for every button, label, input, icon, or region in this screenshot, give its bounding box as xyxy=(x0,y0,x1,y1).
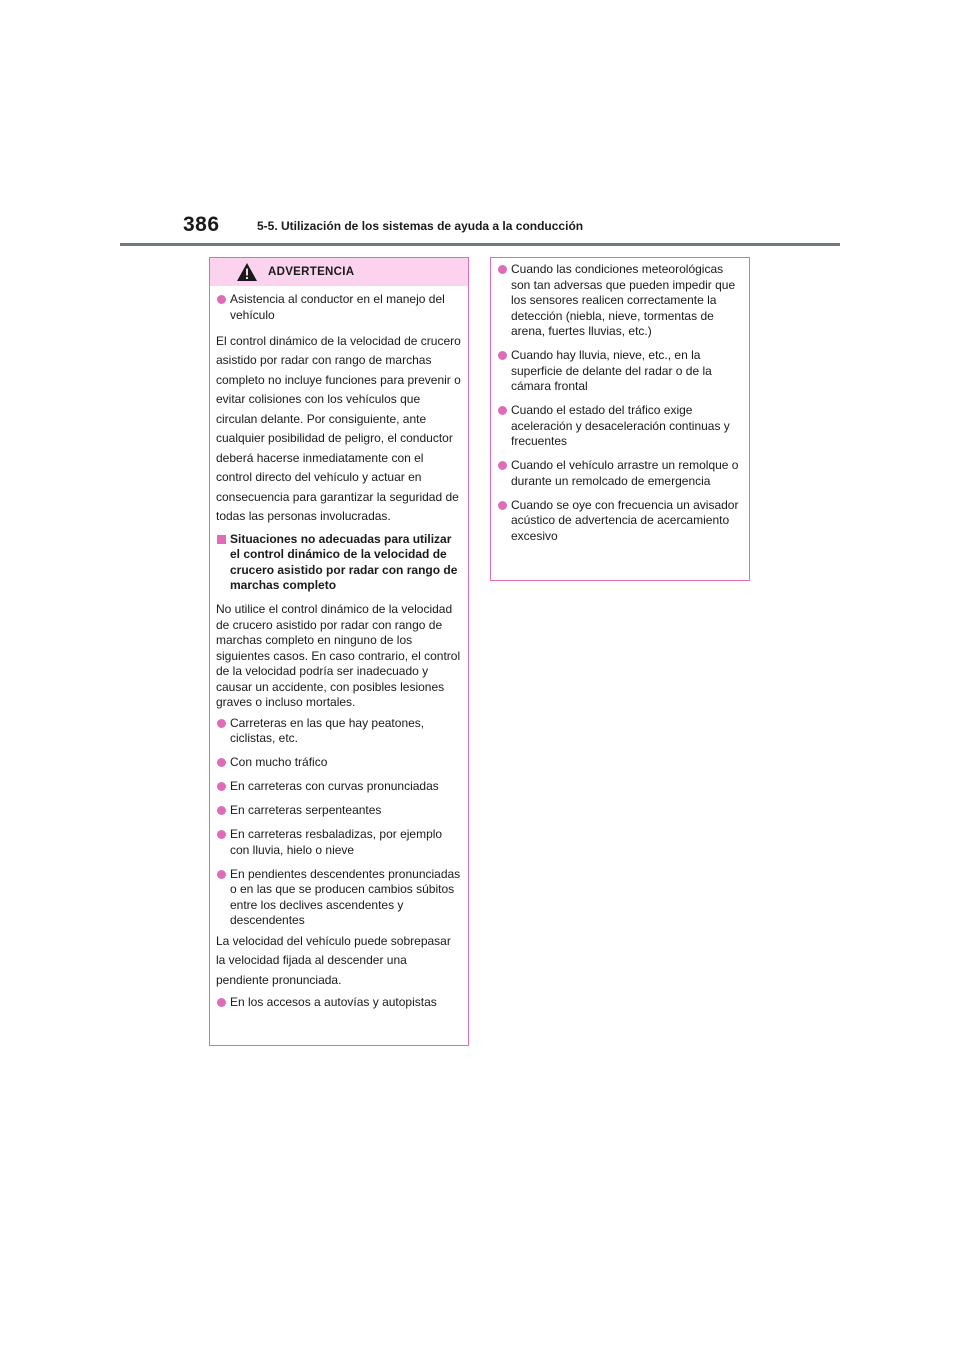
situations-heading xyxy=(216,532,462,594)
bullet-dot-icon xyxy=(217,719,226,728)
warning-label: ADVERTENCIA xyxy=(268,266,355,278)
list-item xyxy=(216,716,462,747)
intro-paragraph: El control dinámico de la velocidad de crucero asistido por radar con rango de marchas completo no incluye funciones para prevenir o evitar colisiones con los vehículos que circulan delante. Por consiguiente, ante cualquier posibilidad de peligro, el conductor deberá hacerse inmediatamente con el control directo del vehículo y actuar en consecuencia para garantizar la seguridad de todas las personas involucradas. xyxy=(216,333,461,523)
bullet-dot-icon xyxy=(217,782,226,791)
list-item-text: Cuando se oye con frecuencia un avisador acústico de advertencia de acercamiento excesivo xyxy=(511,497,739,543)
bullet-dot-icon xyxy=(217,758,226,767)
list-item-text: En carreteras resbaladizas, por ejemplo con lluvia, hielo o nieve xyxy=(230,827,443,857)
bullet-square-icon xyxy=(217,535,226,544)
heading-text: Situaciones no adecuadas para utilizar el control dinámico de la velocidad de crucero asistido por radar con rango de marchas completo xyxy=(230,531,458,592)
bullet-dot-icon xyxy=(217,998,226,1007)
bullet-dot-icon xyxy=(498,461,507,470)
list-item xyxy=(216,995,462,1011)
bullet-dot-icon xyxy=(498,351,507,360)
list-item-text: Cuando el vehículo arrastre un remolque o durante un remolcado de emergencia xyxy=(511,458,739,488)
bullet-dot-icon xyxy=(217,830,226,839)
slope-paragraph: La velocidad del vehículo puede sobrepasar la velocidad fijada al descender una pendiente pronunciada. xyxy=(216,933,451,987)
list-item xyxy=(497,403,743,450)
bullet-dot-icon xyxy=(217,870,226,879)
warning-box-right xyxy=(490,257,750,581)
list-item-text: Con mucho tráfico xyxy=(230,755,328,769)
warning-content-right xyxy=(497,262,743,553)
warning-box-left xyxy=(209,257,469,1046)
list-item xyxy=(216,755,462,771)
list-item-text: En los accesos a autovías y autopistas xyxy=(230,995,437,1009)
bullet-dot-icon xyxy=(217,295,226,304)
list-item-text: Cuando el estado del tráfico exige aceleración y desaceleración continuas y frecuentes xyxy=(511,403,730,448)
list-item xyxy=(497,348,743,395)
section-title: 5-5. Utilización de los sistemas de ayuda a la conducción xyxy=(257,219,584,233)
header-rule xyxy=(120,243,840,246)
list-item-text: Carreteras en las que hay peatones, ciclistas, etc. xyxy=(230,715,425,745)
list-item-text: Cuando las condiciones meteorológicas son tan adversas que pueden impedir que los sensores realicen correctamente la detección (niebla, nieve, tormentas de arena, fuertes lluvias, etc.) xyxy=(511,262,736,338)
list-item xyxy=(216,779,462,795)
bullet-dot-icon xyxy=(498,501,507,510)
list-item xyxy=(216,292,462,323)
list-item xyxy=(497,498,743,545)
heading-paragraph: No utilice el control dinámico de la velocidad de crucero asistido por radar con rango de marchas completo en ninguno de los siguientes casos. En caso contrario, el control de la velocidad podría ser inadecuado y causar un accidente, con posibles lesiones graves o incluso mortales. xyxy=(216,602,461,709)
list-item xyxy=(216,803,462,819)
list-item-text: En carreteras serpenteantes xyxy=(230,803,382,817)
bullet-dot-icon xyxy=(498,406,507,415)
list-item xyxy=(497,458,743,489)
list-item xyxy=(216,867,462,929)
warning-triangle-icon xyxy=(236,262,258,282)
list-item-text: En carreteras con curvas pronunciadas xyxy=(230,779,439,793)
page-header xyxy=(0,0,960,250)
warning-content-left xyxy=(216,292,462,1019)
list-item xyxy=(497,262,743,340)
warning-header xyxy=(210,258,468,286)
bullet-dot-icon xyxy=(217,806,226,815)
list-item-text: Cuando hay lluvia, nieve, etc., en la superficie de delante del radar o de la cámara frontal xyxy=(511,348,712,393)
list-item-text: En pendientes descendentes pronunciadas o en las que se producen cambios súbitos entre los declives ascendentes y descendentes xyxy=(230,866,461,927)
page-number: 386 xyxy=(183,213,220,236)
intro-item-text: Asistencia al conductor en el manejo del vehículo xyxy=(230,292,445,322)
bullet-dot-icon xyxy=(498,265,507,274)
list-item xyxy=(216,827,462,858)
